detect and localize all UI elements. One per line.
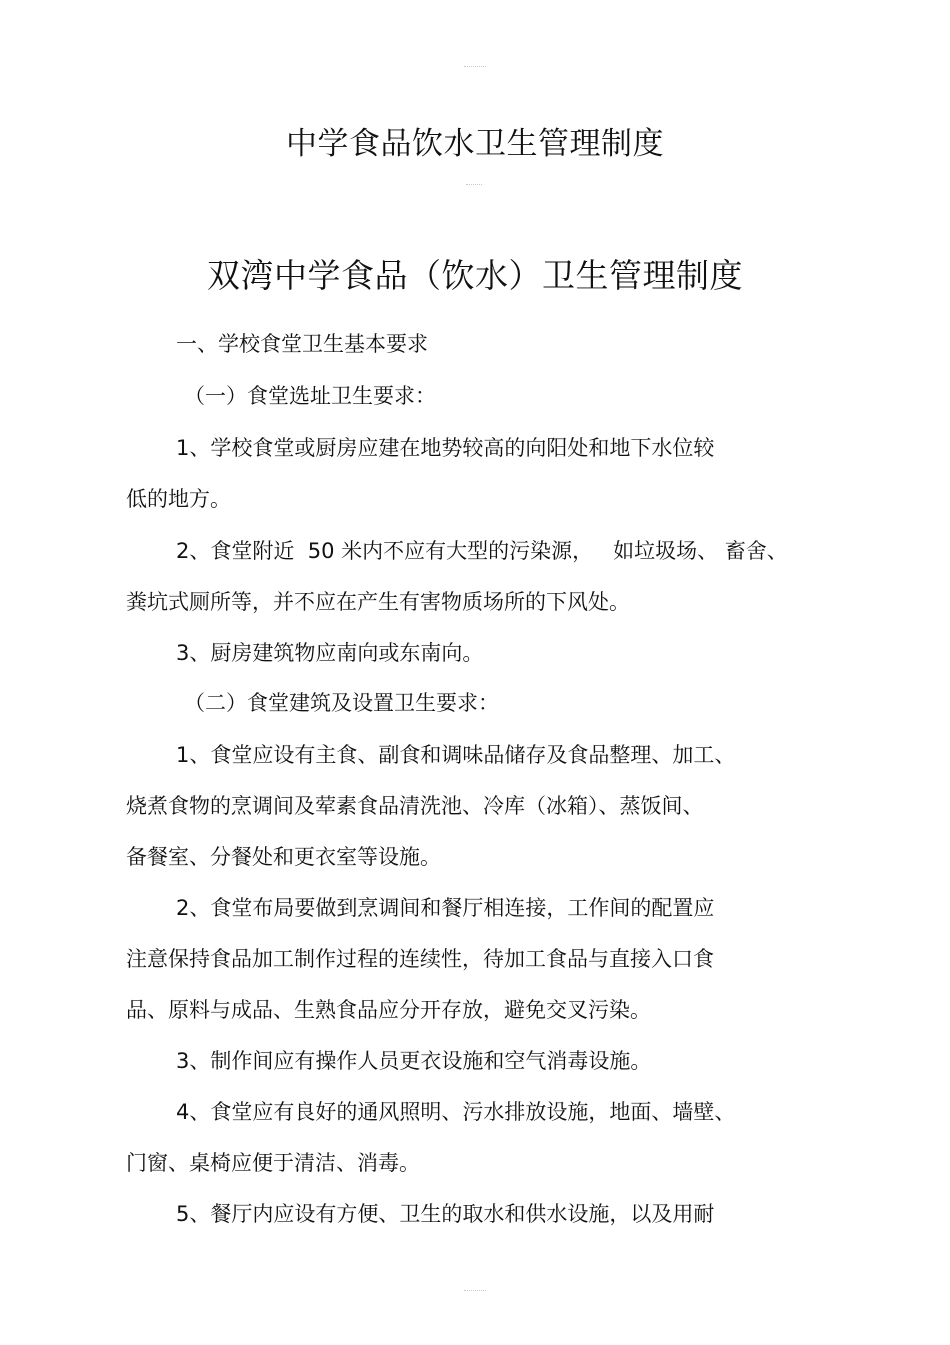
- subsection-heading: （二）食堂建筑及设置卫生要求：: [184, 691, 499, 715]
- paragraph-line: 粪坑式厕所等，并不应在产生有害物质场所的下风处。: [126, 590, 630, 614]
- paragraph-line: 品、原料与成品、生熟食品应分开存放，避免交叉污染。: [126, 998, 651, 1022]
- page-top-mark: [464, 66, 486, 67]
- paragraph-line: 备餐室、分餐处和更衣室等设施。: [126, 845, 441, 869]
- paragraph-line: 烧煮食物的烹调间及荤素食品清洗池、冷库（冰箱）、蒸饭间、: [126, 794, 704, 818]
- page-bottom-mark: [464, 1290, 486, 1291]
- paragraph-line: 1、食堂应设有主食、副食和调味品储存及食品整理、加工、: [176, 743, 736, 767]
- paragraph-line: 3、制作间应有操作人员更衣设施和空气消毒设施。: [176, 1049, 652, 1073]
- paragraph-line: 2、食堂附近 50 米内不应有大型的污染源， 如垃圾场、 畜舍、: [176, 539, 788, 563]
- subsection-heading: （一）食堂选址卫生要求：: [184, 384, 436, 408]
- paragraph-line: 4、食堂应有良好的通风照明、污水排放设施，地面、墙壁、: [176, 1100, 736, 1124]
- paragraph-line: 3、厨房建筑物应南向或东南向。: [176, 641, 484, 665]
- document-main-title: 双湾中学食品（饮水）卫生管理制度: [207, 256, 743, 295]
- paragraph-line: 注意保持食品加工制作过程的连续性，待加工食品与直接入口食: [126, 947, 714, 971]
- paragraph-line: 1、学校食堂或厨房应建在地势较高的向阳处和地下水位较: [176, 436, 715, 460]
- paragraph-line: 低的地方。: [126, 487, 231, 511]
- paragraph-line: 5、餐厅内应设有方便、卫生的取水和供水设施，以及用耐: [176, 1202, 715, 1226]
- title-divider-mark: [466, 184, 482, 185]
- paragraph-line: 2、食堂布局要做到烹调间和餐厅相连接，工作间的配置应: [176, 896, 715, 920]
- section-heading: 一、学校食堂卫生基本要求: [176, 332, 428, 356]
- page-title: 中学食品饮水卫生管理制度: [286, 126, 664, 162]
- paragraph-line: 门窗、桌椅应便于清洁、消毒。: [126, 1151, 420, 1175]
